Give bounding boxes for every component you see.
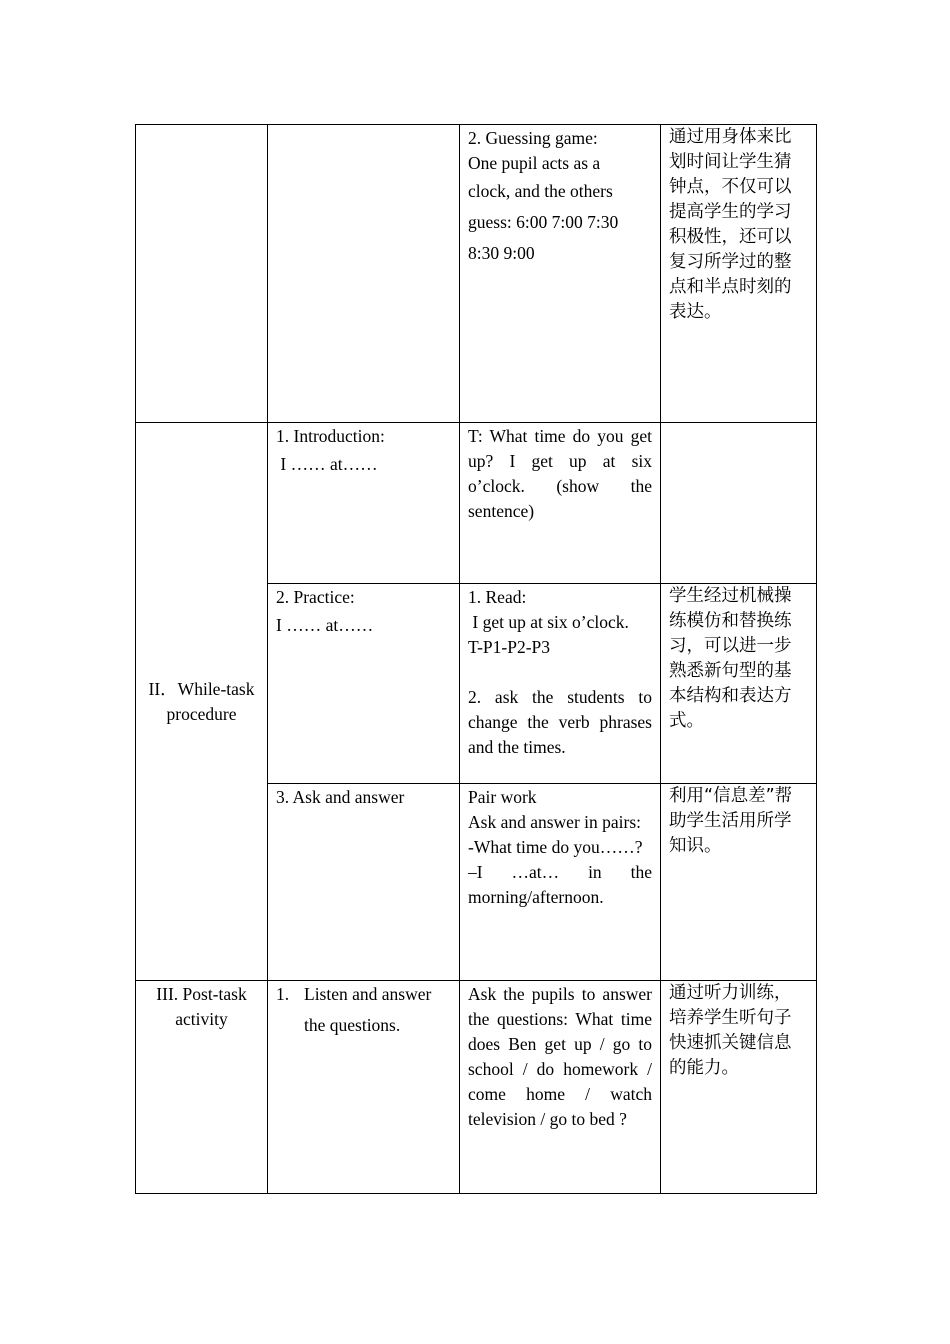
table-row [136, 125, 817, 423]
content-cell-empty [268, 125, 460, 423]
content-cell [268, 423, 460, 584]
step-line: 2. ask the students to change the verb phrases and the times. [468, 687, 652, 757]
step-cell: T: What time do you get up? I get up at six o’clock. (show the sentence) [460, 423, 661, 584]
step-cell [460, 584, 661, 784]
content-line: I …… at…… [276, 454, 378, 474]
purpose-cell: 利用“信息差”帮助学生活用所学知识。 [661, 784, 817, 981]
table-row [136, 423, 817, 584]
table-row [136, 981, 817, 1194]
content-cell [268, 584, 460, 784]
step-line: 8:30 9:00 [468, 243, 535, 263]
step-line: 1. Read: [468, 587, 527, 607]
stage-cell-empty [136, 125, 268, 423]
content-line: 2. Practice: [276, 587, 355, 607]
purpose-cell-empty [661, 423, 817, 584]
item-number: 1. [276, 984, 290, 1004]
step-line: guess: 6:00 7:00 7:30 [468, 212, 619, 232]
step-line: –I …at… in the morning/afternoon. [468, 862, 652, 907]
step-line: T-P1-P2-P3 [468, 637, 551, 657]
item-text: Listen and answer the questions. [304, 984, 432, 1035]
step-line: Pair work [468, 787, 537, 807]
step-line: Ask and answer in pairs: [468, 812, 642, 832]
stage-label: procedure [166, 703, 237, 724]
step-line: clock, and the others [468, 181, 613, 201]
numbered-item [276, 982, 451, 1041]
stage-label: II．While-task [148, 678, 255, 699]
step-cell [460, 125, 661, 423]
step-line: -What time do you……? [468, 837, 643, 857]
step-title: 2. Guessing game: [468, 128, 598, 148]
step-cell: Ask the pupils to answer the questions: What time does Ben get up / go to school / do homework / come home / watch television / go to bed ? [460, 981, 661, 1194]
step-line: One pupil acts as a [468, 153, 601, 173]
purpose-cell: 通过听力训练，培养学生听句子快速抓关键信息的能力。 [661, 981, 817, 1194]
lesson-plan-table [135, 124, 817, 1194]
purpose-cell: 学生经过机械操练模仿和替换练习，可以进一步熟悉新句型的基本结构和表达方式。 [661, 584, 817, 784]
stage-cell-post-task [136, 981, 268, 1194]
purpose-cell: 通过用身体来比划时间让学生猜钟点，不仅可以提高学生的学习积极性，还可以复习所学过的整点和半点时刻的表达。 [661, 125, 817, 423]
content-cell [268, 981, 460, 1194]
content-cell: 3. Ask and answer [268, 784, 460, 981]
content-line: I …… at…… [276, 615, 374, 635]
step-line: I get up at six o’clock. [468, 612, 629, 632]
stage-cell-while-task [136, 423, 268, 981]
content-line: 1. Introduction: [276, 426, 385, 446]
stage-label: activity [175, 1009, 228, 1029]
stage-label: III. Post-task [156, 984, 247, 1004]
step-cell [460, 784, 661, 981]
